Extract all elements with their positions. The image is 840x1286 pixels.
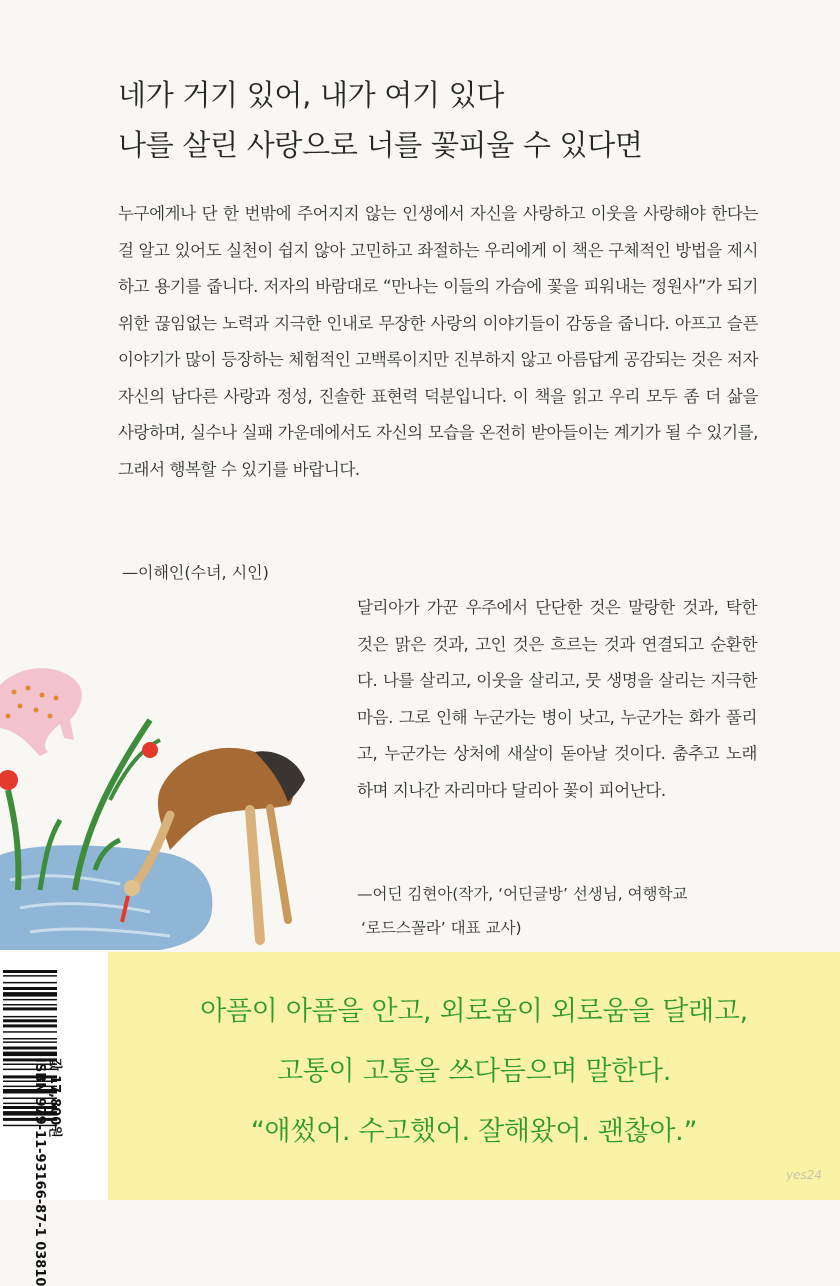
- review-credit-2: [357, 877, 777, 945]
- review-credit-2-line-1: —어딘 김현아(작가, ‘어딘글방’ 선생님, 여행학교: [357, 885, 688, 903]
- illustration: [0, 640, 330, 950]
- review-credit-1: —이해인(수녀, 시인): [122, 563, 269, 582]
- heading-line-1: 네가 거기 있어, 내가 여기 있다: [118, 78, 505, 112]
- isbn-label: ISBN 979-11-93166-87-1 03810: [32, 1058, 47, 1286]
- quote: [108, 982, 840, 1162]
- pink-creature: [0, 668, 82, 756]
- price-label: 값 17,800원: [47, 1058, 62, 1138]
- review-paragraph-2: 달리아가 가꾼 우주에서 단단한 것은 말랑한 것과, 탁한 것은 맑은 것과, 고인 것은 흐르는 것과 연결되고 순환한다. 나를 살리고, 이웃을 살리고, 뭇 생명을 살리는 지극한 마음. 그로 인해 누군가는 병이 낫고, 누군가는 화가 풀리고, 누군가는 상처에 새살이 돋아날 것이다. 춤추고 노래하며 지나간 자리마다 달리아 꽃이 피어난다.: [357, 598, 757, 800]
- review-credit-2-line-2: ‘로드스꼴라’ 대표 교사): [361, 919, 522, 937]
- quote-line-3: “애썼어. 수고했어. 잘해왔어. 괜찮아.”: [250, 1116, 698, 1147]
- watermark: yes24: [786, 1168, 823, 1182]
- isbn-block: [22, 1058, 62, 1286]
- review-paragraph-1: 누구에게나 단 한 번밖에 주어지지 않는 인생에서 자신을 사랑하고 이웃을 사랑해야 한다는 걸 알고 있어도 실천이 쉽지 않아 고민하고 좌절하는 우리에게 이 책은 구체적인 방법을 제시하고 용기를 줍니다. 저자의 바람대로 “만나는 이들의 가슴에 꽃을 피워내는 정원사”가 되기 위한 끊임없는 노력과 지극한 인내로 무장한 사랑의 이야기들이 감동을 줍니다. 아프고 슬픈 이야기가 많이 등장하는 체험적인 고백록이지만 진부하지 않고 아름답게 공감되는 것은 저자 자신의 남다른 사랑과 정성, 진솔한 표현력 덕분입니다. 이 책을 읽고 우리 모두 좀 더 삶을 사랑하며, 실수나 실패 가운데에서도 자신의 모습을 온전히 받아들이는 계기가 될 수 있기를, 그래서 행복할 수 있기를 바랍니다.: [118, 204, 758, 479]
- red-flower: [142, 742, 158, 758]
- heading: [118, 70, 798, 170]
- water-shape: [0, 845, 212, 950]
- heading-line-2: 나를 살린 사랑으로 너를 꽃피울 수 있다면: [118, 128, 643, 162]
- quote-line-2: 고통이 고통을 쓰다듬으며 말한다.: [276, 1056, 672, 1087]
- quote-line-1: 아픔이 아픔을 안고, 외로움이 외로움을 달래고,: [200, 996, 748, 1027]
